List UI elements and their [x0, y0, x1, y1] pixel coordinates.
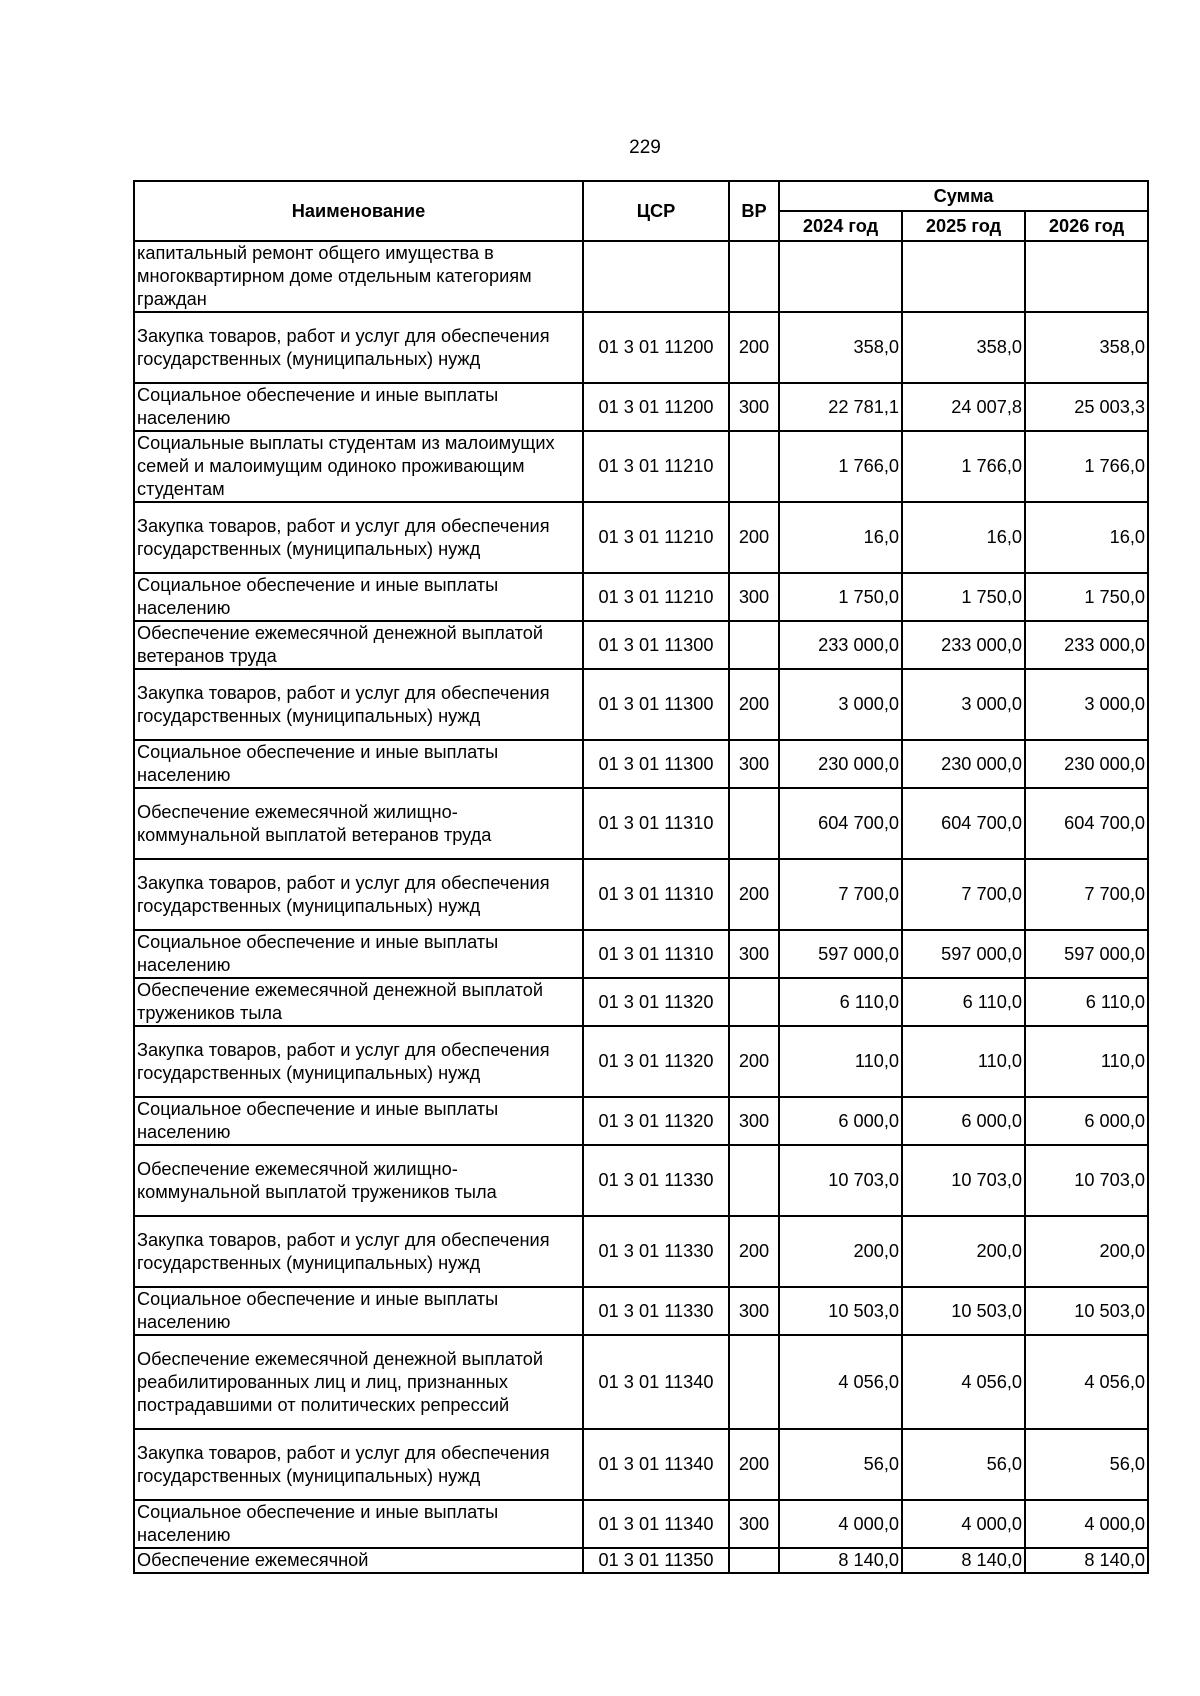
row-sum-2026: 604 700,0	[1025, 788, 1148, 859]
row-sum-2025: 604 700,0	[902, 788, 1025, 859]
row-sum-2024: 597 000,0	[779, 930, 902, 978]
table-row	[134, 930, 1148, 978]
row-sum-2026: 25 003,3	[1025, 383, 1148, 431]
row-sum-2024: 200,0	[779, 1216, 902, 1287]
row-sum-2025: 4 000,0	[902, 1500, 1025, 1548]
row-csr: 01 3 01 11300	[583, 669, 729, 740]
header-csr: ЦСР	[583, 181, 729, 241]
table-row	[134, 859, 1148, 930]
table-row	[134, 788, 1148, 859]
table-row	[134, 1216, 1148, 1287]
row-sum-2025: 597 000,0	[902, 930, 1025, 978]
row-name: Социальное обеспечение и иные выплаты населению	[134, 740, 583, 788]
table-row	[134, 621, 1148, 669]
row-csr: 01 3 01 11210	[583, 502, 729, 573]
row-sum-2024: 1 750,0	[779, 573, 902, 621]
row-csr: 01 3 01 11310	[583, 788, 729, 859]
row-sum-2024: 7 700,0	[779, 859, 902, 930]
row-vr: 300	[729, 1500, 779, 1548]
row-vr	[729, 621, 779, 669]
row-vr: 200	[729, 502, 779, 573]
row-name: Социальные выплаты студентам из малоимущих семей и малоимущим одиноко проживающим студентам	[134, 431, 583, 502]
table-row	[134, 312, 1148, 383]
row-sum-2026: 4 056,0	[1025, 1335, 1148, 1429]
row-name: Обеспечение ежемесячной денежной выплатой тружеников тыла	[134, 978, 583, 1026]
row-name: Социальное обеспечение и иные выплаты населению	[134, 573, 583, 621]
row-csr: 01 3 01 11310	[583, 859, 729, 930]
row-vr: 300	[729, 740, 779, 788]
row-sum-2025: 7 700,0	[902, 859, 1025, 930]
row-sum-2024: 56,0	[779, 1429, 902, 1500]
row-csr: 01 3 01 11330	[583, 1287, 729, 1335]
row-name: Обеспечение ежемесячной	[134, 1548, 583, 1573]
row-name: Закупка товаров, работ и услуг для обеспечения государственных (муниципальных) нужд	[134, 502, 583, 573]
row-name: Социальное обеспечение и иные выплаты населению	[134, 930, 583, 978]
row-sum-2024: 10 703,0	[779, 1145, 902, 1216]
row-vr: 200	[729, 859, 779, 930]
row-csr: 01 3 01 11210	[583, 573, 729, 621]
header-year-2026: 2026 год	[1025, 211, 1148, 241]
row-sum-2024: 16,0	[779, 502, 902, 573]
row-csr: 01 3 01 11310	[583, 930, 729, 978]
row-sum-2026	[1025, 241, 1148, 312]
table-row	[134, 241, 1148, 312]
row-name: Закупка товаров, работ и услуг для обеспечения государственных (муниципальных) нужд	[134, 312, 583, 383]
row-csr: 01 3 01 11350	[583, 1548, 729, 1573]
row-name: Обеспечение ежемесячной денежной выплатой ветеранов труда	[134, 621, 583, 669]
row-name: Закупка товаров, работ и услуг для обеспечения государственных (муниципальных) нужд	[134, 669, 583, 740]
row-name: Обеспечение ежемесячной жилищно-коммунальной выплатой тружеников тыла	[134, 1145, 583, 1216]
row-sum-2026: 10 503,0	[1025, 1287, 1148, 1335]
row-sum-2025: 1 750,0	[902, 573, 1025, 621]
row-name: Закупка товаров, работ и услуг для обеспечения государственных (муниципальных) нужд	[134, 859, 583, 930]
row-sum-2024: 10 503,0	[779, 1287, 902, 1335]
row-sum-2026: 110,0	[1025, 1026, 1148, 1097]
row-sum-2025	[902, 241, 1025, 312]
row-csr: 01 3 01 11320	[583, 1097, 729, 1145]
row-sum-2026: 230 000,0	[1025, 740, 1148, 788]
row-sum-2026: 3 000,0	[1025, 669, 1148, 740]
row-sum-2025: 233 000,0	[902, 621, 1025, 669]
row-sum-2025: 10 503,0	[902, 1287, 1025, 1335]
table-row	[134, 1429, 1148, 1500]
row-vr: 300	[729, 1287, 779, 1335]
row-csr: 01 3 01 11300	[583, 621, 729, 669]
row-sum-2024: 110,0	[779, 1026, 902, 1097]
table-row	[134, 502, 1148, 573]
row-sum-2026: 1 766,0	[1025, 431, 1148, 502]
row-sum-2025: 24 007,8	[902, 383, 1025, 431]
row-sum-2025: 110,0	[902, 1026, 1025, 1097]
row-vr: 200	[729, 1216, 779, 1287]
row-sum-2026: 6 000,0	[1025, 1097, 1148, 1145]
row-sum-2026: 4 000,0	[1025, 1500, 1148, 1548]
row-vr: 200	[729, 1026, 779, 1097]
row-sum-2024: 358,0	[779, 312, 902, 383]
row-sum-2026: 597 000,0	[1025, 930, 1148, 978]
row-csr: 01 3 01 11330	[583, 1216, 729, 1287]
header-vr: ВР	[729, 181, 779, 241]
row-vr: 300	[729, 573, 779, 621]
row-name: Закупка товаров, работ и услуг для обеспечения государственных (муниципальных) нужд	[134, 1429, 583, 1500]
table-row	[134, 1500, 1148, 1548]
row-sum-2025: 6 110,0	[902, 978, 1025, 1026]
header-sum: Сумма	[779, 181, 1148, 211]
table-row	[134, 740, 1148, 788]
table-row	[134, 573, 1148, 621]
row-vr: 300	[729, 930, 779, 978]
row-vr	[729, 1335, 779, 1429]
table-row	[134, 1335, 1148, 1429]
row-csr: 01 3 01 11200	[583, 312, 729, 383]
row-vr: 200	[729, 1429, 779, 1500]
row-sum-2026: 8 140,0	[1025, 1548, 1148, 1573]
table-row	[134, 431, 1148, 502]
row-sum-2024: 3 000,0	[779, 669, 902, 740]
row-sum-2025: 200,0	[902, 1216, 1025, 1287]
row-sum-2025: 10 703,0	[902, 1145, 1025, 1216]
budget-table	[133, 180, 1149, 1574]
row-sum-2024: 604 700,0	[779, 788, 902, 859]
row-sum-2025: 358,0	[902, 312, 1025, 383]
table-row	[134, 1026, 1148, 1097]
row-csr: 01 3 01 11300	[583, 740, 729, 788]
row-sum-2024: 6 000,0	[779, 1097, 902, 1145]
row-sum-2026: 16,0	[1025, 502, 1148, 573]
row-sum-2024: 233 000,0	[779, 621, 902, 669]
row-sum-2025: 1 766,0	[902, 431, 1025, 502]
table-row	[134, 1145, 1148, 1216]
row-name: Обеспечение ежемесячной денежной выплатой реабилитированных лиц и лиц, признанных пострадавшими от политических репрессий	[134, 1335, 583, 1429]
row-vr	[729, 431, 779, 502]
row-csr: 01 3 01 11210	[583, 431, 729, 502]
row-csr: 01 3 01 11330	[583, 1145, 729, 1216]
table-row	[134, 383, 1148, 431]
row-name: Закупка товаров, работ и услуг для обеспечения государственных (муниципальных) нужд	[134, 1216, 583, 1287]
table-row	[134, 1287, 1148, 1335]
row-sum-2026: 6 110,0	[1025, 978, 1148, 1026]
header-name: Наименование	[134, 181, 583, 241]
row-sum-2025: 56,0	[902, 1429, 1025, 1500]
row-name: капитальный ремонт общего имущества в многоквартирном доме отдельным категориям граждан	[134, 241, 583, 312]
row-sum-2025: 230 000,0	[902, 740, 1025, 788]
header-year-2025: 2025 год	[902, 211, 1025, 241]
row-sum-2025: 16,0	[902, 502, 1025, 573]
row-sum-2024: 230 000,0	[779, 740, 902, 788]
row-vr	[729, 978, 779, 1026]
row-sum-2026: 7 700,0	[1025, 859, 1148, 930]
row-sum-2026: 1 750,0	[1025, 573, 1148, 621]
row-sum-2026: 10 703,0	[1025, 1145, 1148, 1216]
row-csr: 01 3 01 11340	[583, 1335, 729, 1429]
row-vr: 300	[729, 1097, 779, 1145]
page-number: 229	[629, 137, 661, 158]
row-vr: 200	[729, 312, 779, 383]
row-csr: 01 3 01 11320	[583, 1026, 729, 1097]
row-csr	[583, 241, 729, 312]
row-sum-2024: 1 766,0	[779, 431, 902, 502]
row-name: Социальное обеспечение и иные выплаты населению	[134, 1287, 583, 1335]
row-sum-2024: 22 781,1	[779, 383, 902, 431]
row-csr: 01 3 01 11320	[583, 978, 729, 1026]
row-csr: 01 3 01 11200	[583, 383, 729, 431]
table-row	[134, 669, 1148, 740]
row-vr: 300	[729, 383, 779, 431]
row-sum-2024: 8 140,0	[779, 1548, 902, 1573]
row-sum-2025: 3 000,0	[902, 669, 1025, 740]
table-row	[134, 1548, 1148, 1573]
table-row	[134, 978, 1148, 1026]
row-csr: 01 3 01 11340	[583, 1429, 729, 1500]
row-sum-2024: 4 056,0	[779, 1335, 902, 1429]
table-body	[134, 241, 1148, 1573]
row-vr: 200	[729, 669, 779, 740]
row-csr: 01 3 01 11340	[583, 1500, 729, 1548]
row-sum-2025: 8 140,0	[902, 1548, 1025, 1573]
row-name: Социальное обеспечение и иные выплаты населению	[134, 1097, 583, 1145]
row-sum-2024	[779, 241, 902, 312]
row-vr	[729, 788, 779, 859]
row-vr	[729, 1548, 779, 1573]
row-sum-2024: 4 000,0	[779, 1500, 902, 1548]
row-name: Социальное обеспечение и иные выплаты населению	[134, 383, 583, 431]
row-vr	[729, 241, 779, 312]
row-sum-2024: 6 110,0	[779, 978, 902, 1026]
row-sum-2026: 200,0	[1025, 1216, 1148, 1287]
row-name: Социальное обеспечение и иные выплаты населению	[134, 1500, 583, 1548]
row-sum-2025: 4 056,0	[902, 1335, 1025, 1429]
row-vr	[729, 1145, 779, 1216]
row-sum-2025: 6 000,0	[902, 1097, 1025, 1145]
row-sum-2026: 233 000,0	[1025, 621, 1148, 669]
header-year-2024: 2024 год	[779, 211, 902, 241]
row-sum-2026: 358,0	[1025, 312, 1148, 383]
table-row	[134, 1097, 1148, 1145]
row-name: Закупка товаров, работ и услуг для обеспечения государственных (муниципальных) нужд	[134, 1026, 583, 1097]
row-name: Обеспечение ежемесячной жилищно-коммунальной выплатой ветеранов труда	[134, 788, 583, 859]
row-sum-2026: 56,0	[1025, 1429, 1148, 1500]
